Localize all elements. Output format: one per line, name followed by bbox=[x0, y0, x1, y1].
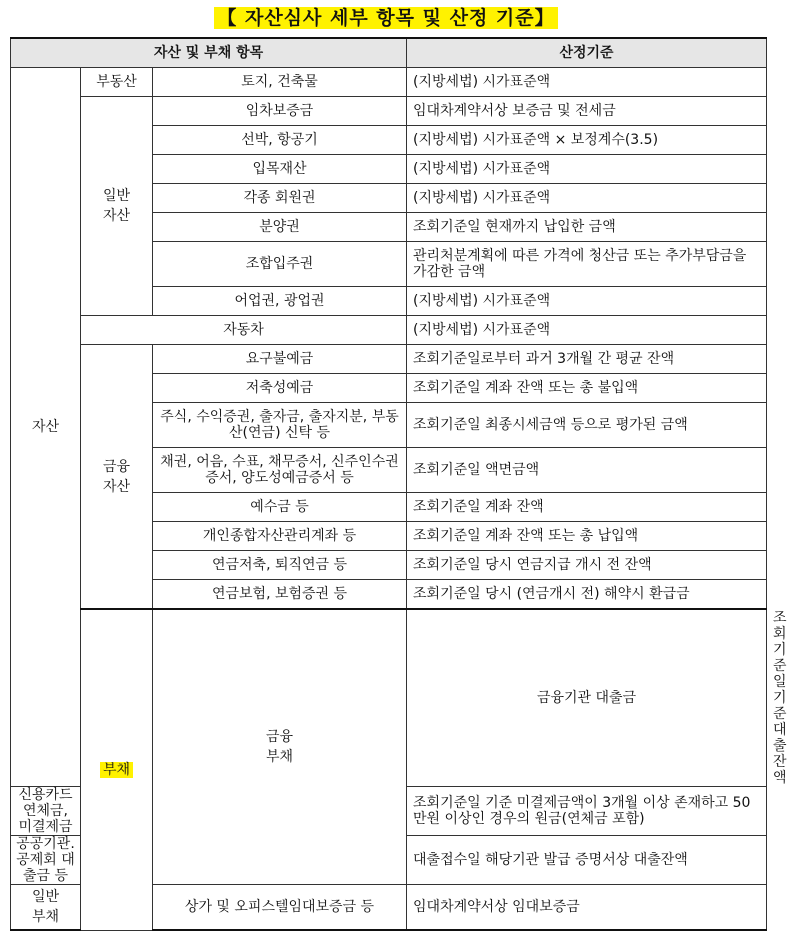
item-cell: 연금저축, 퇴직연금 등 bbox=[153, 551, 407, 580]
category-liabilities bbox=[81, 609, 153, 930]
item-cell: 각종 회원권 bbox=[153, 184, 407, 213]
asset-criteria-table bbox=[10, 37, 787, 931]
criteria-cell: 조회기준일 당시 (연금개시 전) 해약시 환급금 bbox=[407, 580, 767, 610]
criteria-cell: (지방세법) 시가표준액 bbox=[407, 155, 767, 184]
criteria-cell: 조회기준일 최종시세금액 등으로 평가된 금액 bbox=[407, 403, 767, 448]
item-cell: 선박, 항공기 bbox=[153, 126, 407, 155]
criteria-cell: (지방세법) 시가표준액 bbox=[407, 68, 767, 97]
item-cell: 조합입주권 bbox=[153, 242, 407, 287]
criteria-cell: 조회기준일 당시 연금지급 개시 전 잔액 bbox=[407, 551, 767, 580]
item-cell: 임차보증금 bbox=[153, 97, 407, 126]
item-cell: 분양권 bbox=[153, 213, 407, 242]
criteria-cell: (지방세법) 시가표준액 × 보정계수(3.5) bbox=[407, 126, 767, 155]
item-cell: 채권, 어음, 수표, 채무증서, 신주인수권증서, 양도성예금증서 등 bbox=[153, 448, 407, 493]
item-cell: 요구불예금 bbox=[153, 345, 407, 374]
criteria-cell: 조회기준일 기준 미결제금액이 3개월 이상 존재하고 50만원 이상인 경우의 원금(연체금 포함) bbox=[407, 787, 767, 836]
criteria-cell: (지방세법) 시가표준액 bbox=[407, 316, 767, 345]
item-cell: 주식, 수익증권, 출자금, 출자지분, 부동산(연금) 신탁 등 bbox=[153, 403, 407, 448]
criteria-cell: 조회기준일 계좌 잔액 또는 총 불입액 bbox=[407, 374, 767, 403]
item-cell: 입목재산 bbox=[153, 155, 407, 184]
criteria-cell: 조회기준일 현재까지 납입한 금액 bbox=[407, 213, 767, 242]
group-financial-assets: 금융 자산 bbox=[81, 345, 153, 610]
criteria-cell: (지방세법) 시가표준액 bbox=[407, 184, 767, 213]
liabilities-label: 부채 bbox=[100, 762, 133, 778]
group-real-estate: 부동산 bbox=[81, 68, 153, 97]
table-row bbox=[11, 97, 767, 126]
criteria-cell: 임대차계약서상 임대보증금 bbox=[407, 885, 767, 931]
header-row bbox=[11, 38, 767, 68]
criteria-cell: 조회기준일 계좌 잔액 또는 총 납입액 bbox=[407, 522, 767, 551]
group-financial-liabilities: 금융 부채 bbox=[153, 609, 407, 885]
criteria-cell: (지방세법) 시가표준액 bbox=[407, 287, 767, 316]
header-criteria: 산정기준 bbox=[407, 38, 767, 68]
table-row bbox=[11, 316, 767, 345]
table-row bbox=[11, 68, 767, 97]
title-text: 【 자산심사 세부 항목 및 산정 기준】 bbox=[214, 7, 557, 29]
category-assets: 자산 bbox=[11, 68, 81, 787]
item-cell: 토지, 건축물 bbox=[153, 68, 407, 97]
criteria-cell: 조회기준일로부터 과거 3개월 간 평균 잔액 bbox=[407, 345, 767, 374]
group-general-liabilities: 일반 부채 bbox=[11, 885, 81, 931]
table-row bbox=[11, 345, 767, 374]
criteria-cell: 조회기준일 계좌 잔액 bbox=[407, 493, 767, 522]
item-cell: 개인종합자산관리계좌 등 bbox=[153, 522, 407, 551]
criteria-cell: 임대차계약서상 보증금 및 전세금 bbox=[407, 97, 767, 126]
criteria-cell: 관리처분계획에 따른 가격에 청산금 또는 추가부담금을 가감한 금액 bbox=[407, 242, 767, 287]
criteria-cell: 대출접수일 해당기관 발급 증명서상 대출잔액 bbox=[407, 836, 767, 885]
item-cell: 신용카드연체금, 미결제금 bbox=[11, 787, 81, 836]
item-cell: 예수금 등 bbox=[153, 493, 407, 522]
item-cell: 저축성예금 bbox=[153, 374, 407, 403]
table-row: 부채 금융 부채 금융기관 대출금 조회기준일 기준 대출 잔액 bbox=[11, 609, 767, 787]
criteria-cell: 조회기준일 액면금액 bbox=[407, 448, 767, 493]
item-cell: 어업권, 광업권 bbox=[153, 287, 407, 316]
item-cell: 자동차 bbox=[81, 316, 407, 345]
item-cell: 상가 및 오피스텔임대보증금 등 bbox=[153, 885, 407, 931]
item-cell: 연금보험, 보험증권 등 bbox=[153, 580, 407, 610]
group-general-assets: 일반 자산 bbox=[81, 97, 153, 316]
item-cell: 금융기관 대출금 bbox=[407, 609, 767, 787]
page-title bbox=[0, 4, 772, 32]
header-items: 자산 및 부채 항목 bbox=[11, 38, 407, 68]
item-cell: 공공기관.공제회 대출금 등 bbox=[11, 836, 81, 885]
